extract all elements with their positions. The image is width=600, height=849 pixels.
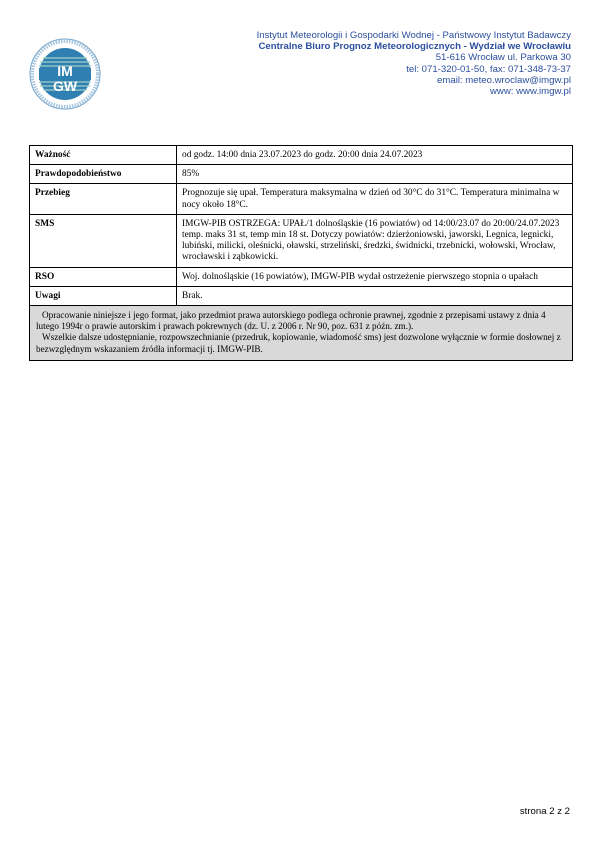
- row-value: Brak.: [177, 286, 573, 305]
- table-row: [30, 267, 573, 286]
- row-label: Ważność: [30, 146, 177, 165]
- logo-text-top: IM: [57, 63, 73, 79]
- row-label: Przebieg: [30, 184, 177, 214]
- table-row: [30, 165, 573, 184]
- row-value: Prognozuje się upał. Temperatura maksymalna w dzień od 30°C do 31°C. Temperatura minimalna w nocy około 18°C.: [177, 184, 573, 214]
- row-label: SMS: [30, 214, 177, 267]
- logo-text-bottom: GW: [52, 78, 78, 94]
- table-row: [30, 214, 573, 267]
- row-value: Woj. dolnośląskie (16 powiatów), IMGW-PIB wydał ostrzeżenie pierwszego stopnia o upałach: [177, 267, 573, 286]
- copyright-paragraph: Opracowanie niniejsze i jego format, jako przedmiot prawa autorskiego podlega ochronie prawnej, zgodnie z przepisami ustawy z dnia 4 lutego 1994r o prawie autorskim i prawach pokrewnych (dz. U. z 2006 r. Nr 90, poz. 631 z późn. zm.).: [36, 310, 546, 332]
- copyright-row: [30, 306, 573, 361]
- table-row: [30, 184, 573, 214]
- copyright-note: [30, 306, 573, 361]
- row-label: RSO: [30, 267, 177, 286]
- table-row: [30, 146, 573, 165]
- institute-header: [257, 30, 571, 97]
- row-value: 85%: [177, 165, 573, 184]
- page-number: strona 2 z 2: [519, 806, 570, 817]
- distribution-paragraph: Wszelkie dalsze udostępnianie, rozpowszechnianie (przedruk, kopiowanie, wiadomość sms) jest dozwolone wyłącznie w formie dosłownej z bezwzględnym wskazaniem źródła informacji tj. IMGW-PIB.: [36, 332, 561, 354]
- row-label: Uwagi: [30, 286, 177, 305]
- imgw-logo: [29, 38, 101, 110]
- table-row: [30, 286, 573, 305]
- phone-fax: tel: 071-320-01-50, fax: 071-348-73-37: [406, 63, 571, 75]
- office-name: Centralne Biuro Prognoz Meteorologicznych - Wydział we Wrocławiu: [258, 41, 571, 53]
- address: 51-616 Wrocław ul. Parkowa 30: [435, 52, 571, 64]
- institute-name: Instytut Meteorologii i Gospodarki Wodnej - Państwowy Instytut Badawczy: [256, 30, 571, 41]
- row-value: IMGW-PIB OSTRZEGA: UPAŁ/1 dolnośląskie (16 powiatów) od 14:00/23.07 do 20:00/24.07.2023 temp. maks 31 st, temp min 18 st. Dotyczy powiatów: dzierżoniowski, jaworski, Legnica, legnicki, lubiński, milicki, oleśnicki, oławski, strzeliński, średzki, świdnicki, trzebnicki, wołowski, Wrocław, wrocławski i ząbkowicki.: [177, 214, 573, 267]
- row-value: od godz. 14:00 dnia 23.07.2023 do godz. 20:00 dnia 24.07.2023: [177, 146, 573, 165]
- warning-table: [29, 145, 573, 361]
- row-label: Prawdopodobieństwo: [30, 165, 177, 184]
- email[interactable]: email: meteo.wroclaw@imgw.pl: [437, 74, 571, 86]
- website[interactable]: www: www.imgw.pl: [489, 86, 571, 98]
